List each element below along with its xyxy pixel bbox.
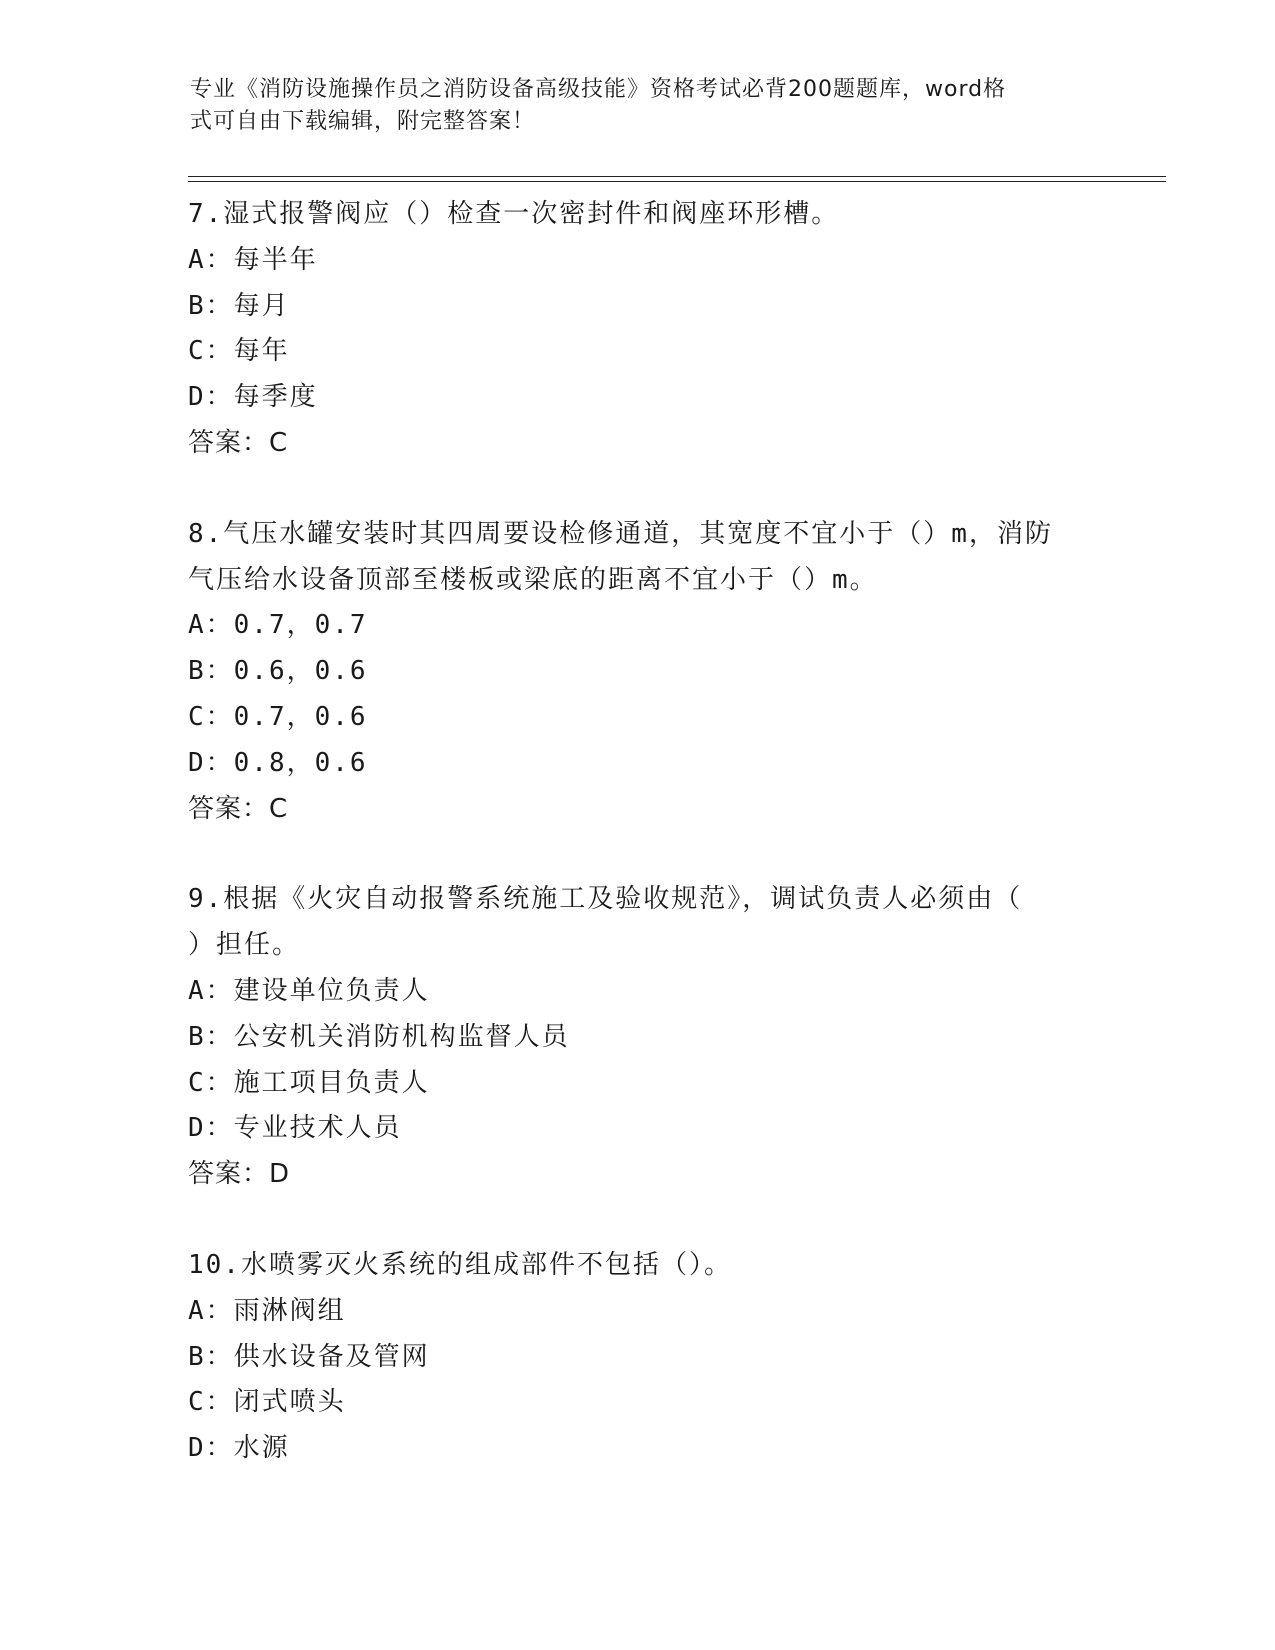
header-line-1: 专业《消防设施操作员之消防设备高级技能》资格考试必背200题题库，word格 <box>190 77 1007 102</box>
document-header <box>190 74 1090 138</box>
answer: 答案：C <box>188 427 289 458</box>
question-stem-line-1: 8.气压水罐安装时其四周要设检修通道，其宽度不宜小于（）m，消防 <box>188 518 1053 549</box>
question-8 <box>188 512 1088 833</box>
question-9 <box>188 877 1088 1198</box>
question-10 <box>188 1243 1088 1472</box>
header-divider-bottom <box>188 181 1166 182</box>
option-b: B：0.6，0.6 <box>188 656 368 687</box>
option-d: D：水源 <box>188 1433 290 1464</box>
option-d: D：每季度 <box>188 382 318 413</box>
option-d: D：0.8，0.6 <box>188 747 368 778</box>
option-c: C：闭式喷头 <box>188 1387 346 1418</box>
question-stem-line-1: 9.根据《火灾自动报警系统施工及验收规范》，调试负责人必须由（ <box>188 884 1023 915</box>
header-divider-top <box>188 176 1166 177</box>
option-a: A：每半年 <box>188 244 318 275</box>
option-b: B：公安机关消防机构监督人员 <box>188 1021 570 1052</box>
option-c: C：每年 <box>188 336 290 367</box>
option-a: A：建设单位负责人 <box>188 975 430 1006</box>
question-stem: 10.水喷雾灭火系统的组成部件不包括（）。 <box>188 1249 732 1280</box>
option-a: A：雨淋阀组 <box>188 1295 346 1326</box>
header-line-2: 式可自由下载编辑，附完整答案！ <box>190 109 536 134</box>
question-list <box>188 192 1088 1472</box>
question-stem: 7.湿式报警阀应（）检查一次密封件和阀座环形槽。 <box>188 199 840 229</box>
answer: 答案：C <box>188 793 289 824</box>
answer: 答案：D <box>188 1159 291 1190</box>
option-c: C：0.7，0.6 <box>188 701 368 732</box>
option-b: B：供水设备及管网 <box>188 1341 430 1372</box>
option-d: D：专业技术人员 <box>188 1113 402 1144</box>
option-c: C：施工项目负责人 <box>188 1067 430 1098</box>
option-a: A：0.7，0.7 <box>188 610 368 641</box>
question-7 <box>188 192 1088 467</box>
option-b: B：每月 <box>188 290 290 321</box>
question-stem-line-2: ）担任。 <box>188 930 301 961</box>
question-stem-line-2: 气压给水设备顶部至楼板或梁底的距离不宜小于（）m。 <box>188 564 878 595</box>
